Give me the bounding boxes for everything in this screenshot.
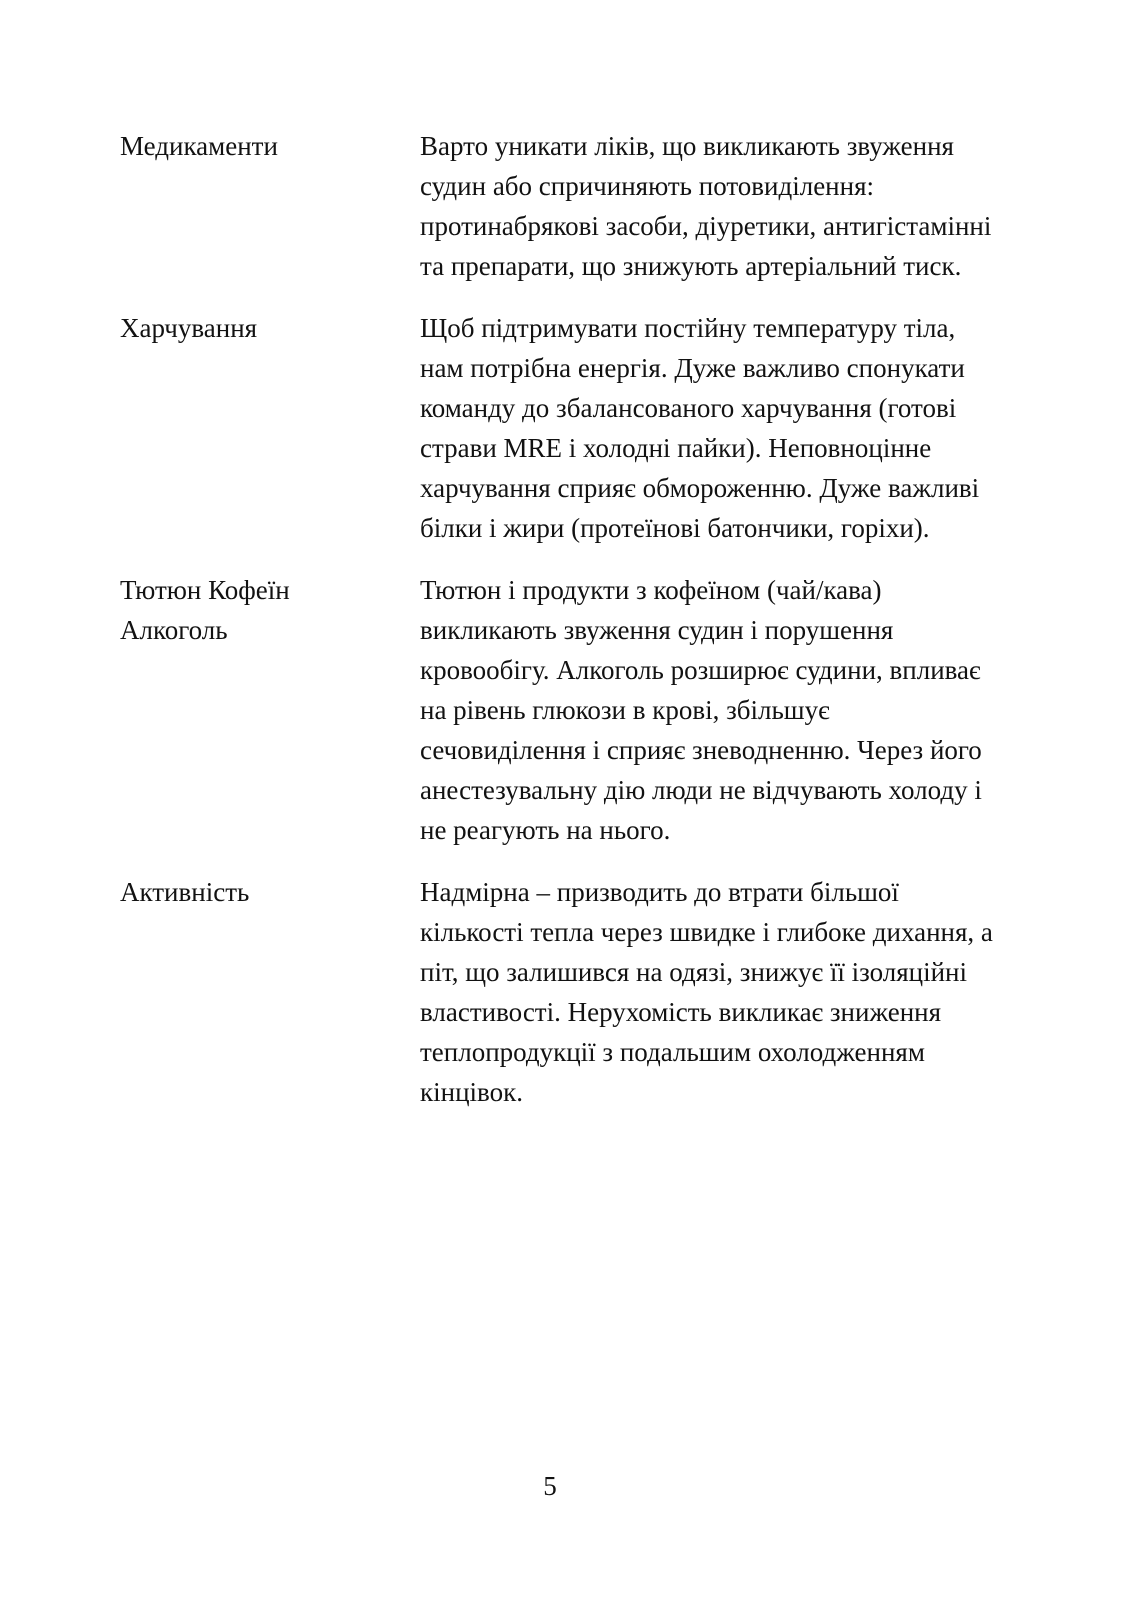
def-description-nutrition: Щоб підтримувати постійну температуру тіла, нам потрібна енергія. Дуже важливо спонукати команду до збалансованого харчування (готові страви MRE і холодні пайки). Неповноцінне харчування сприяє обмороженню. Дуже важливі білки і жири (протеїнові батончики, горіхи). xyxy=(420,313,980,543)
page-number: 5 xyxy=(543,1471,557,1501)
def-description-tobacco-caffeine-alcohol: Тютюн і продукти з кофеїном (чай/кава) викликають звуження судин і порушення кровообігу. Алкоголь розширює судини, впливає на рівень глюкози в крові, збільшує сечовиділення і сприяє зневодненню. Через його анестезувальну дію люди не відчувають холоду і не реагують на нього. xyxy=(420,575,982,845)
definition-list xyxy=(120,126,1000,1134)
def-term-medications: Медикаменти xyxy=(120,131,278,161)
def-row-activity xyxy=(120,872,1000,1112)
def-term-nutrition: Харчування xyxy=(120,313,258,343)
def-row-nutrition xyxy=(120,308,1000,548)
def-description-medications: Варто уникати ліків, що викликають звуження судин або спричиняють потовиділення: протинабрякові засоби, діуретики, антигістамінні та препарати, що знижують артеріальний тиск. xyxy=(420,131,992,281)
def-row-medications xyxy=(120,126,1000,286)
def-term-tobacco-caffeine-alcohol: Тютюн Кофеїн Алкоголь xyxy=(120,575,290,645)
def-row-tobacco-caffeine-alcohol xyxy=(120,570,1000,850)
def-term-activity: Активність xyxy=(120,877,250,907)
def-description-activity: Надмірна – призводить до втрати більшої кількості тепла через швидке і глибоке дихання, а піт, що залишився на одязі, знижує її ізоляційні властивості. Нерухомість викликає зниження теплопродукції з подальшим охолодженням кінцівок. xyxy=(420,877,993,1107)
